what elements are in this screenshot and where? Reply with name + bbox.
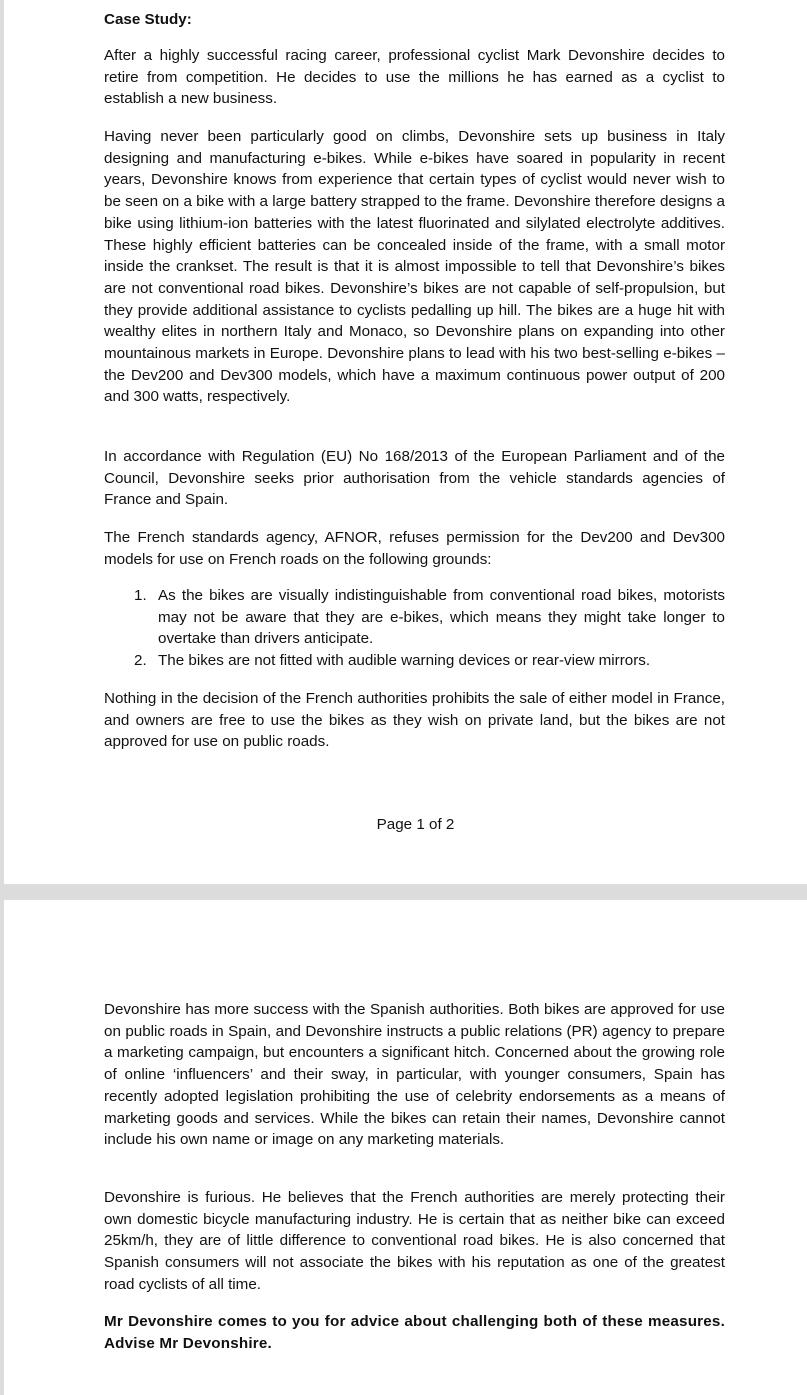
list-number: 2. [134,652,147,670]
list-text: The bikes are not fitted with audible warning devices or rear-view mirrors. [158,652,651,670]
list-item [109,585,725,650]
list-text: As the bikes are visually indistinguishable from conventional road bikes, motorists may not be aware that they are e-bikes, which means they might take longer to overtake than drivers anticipate. [158,587,725,648]
paragraph-intro: After a highly successful racing career, professional cyclist Mark Devonshire decides to retire from competition. He decides to use the millions he has earned as a cyclist to establish a new business. [104,47,725,108]
paragraph-regulation: In accordance with Regulation (EU) No 168/2013 of the European Parliament and of the Council, Devonshire seeks prior authorisation from the vehicle standards agencies of France and Spain. [104,448,725,509]
list-item [109,650,725,672]
instruction-text: Mr Devonshire comes to you for advice about challenging both of these measures. Advise Mr Devonshire. [104,1313,725,1352]
paragraph-spain: Devonshire has more success with the Spanish authorities. Both bikes are approved for use on public roads in Spain, and Devonshire instructs a public relations (PR) agency to prepare a marketing campaign, but encounters a significant hitch. Concerned about the growing role of online ‘influencers’ and their sway, in particular, with younger consumers, Spain has recently adopted legislation prohibiting the use of celebrity endorsements as a means of marketing goods and services. While the bikes can retain their names, Devonshire cannot include his own name or image on any marketing materials. [104,1001,725,1149]
list-number: 1. [134,587,147,604]
document-page-2 [4,900,807,1395]
paragraph-ebike-design: Having never been particularly good on climbs, Devonshire sets up business in Italy designing and manufacturing e-bikes. While e-bikes have soared in popularity in recent years, Devonshire knows from experience that certain types of cyclist would never wish to be seen on a bike with a large battery strapped to the frame. Devonshire therefore designs a bike using lithium-ion batteries with the latest fluorinated and silylated electrolyte additives. These highly efficient batteries can be concealed inside of the frame, with a small motor inside the crankset. The result is that it is almost impossible to tell that Devonshire’s bikes are not conventional road bikes. Devonshire’s bikes are not capable of self-propulsion, but they provide additional assistance to cyclists pedalling up hill. The bikes are a huge hit with wealthy elites in northern Italy and Monaco, so Devonshire plans on expanding into other mountainous markets in Europe. Devonshire plans to lead with his two best-selling e-bikes – the Dev200 and Dev300 models, which have a maximum continuous power output of 200 and 300 watts, respectively. [104,128,725,406]
grounds-list [109,585,725,672]
page-number: Page 1 of 2 [376,816,455,833]
paragraph-closing: Nothing in the decision of the French authorities prohibits the sale of either model in France, and owners are free to use the bikes as they wish on private land, but the bikes are not approved for use on public roads. [104,690,725,751]
case-study-heading: Case Study: [104,11,192,28]
document-page-1 [4,0,807,884]
paragraph-furious: Devonshire is furious. He believes that the French authorities are merely protecting their own domestic bicycle manufacturing industry. He is certain that as neither bike can exceed 25km/h, they are of little difference to conventional road bikes. He is also concerned that Spanish consumers will not associate the bikes with his reputation as one of the greatest road cyclists of all time. [104,1189,725,1293]
paragraph-afnor: The French standards agency, AFNOR, refuses permission for the Dev200 and Dev300 models for use on French roads on the following grounds: [104,529,725,568]
